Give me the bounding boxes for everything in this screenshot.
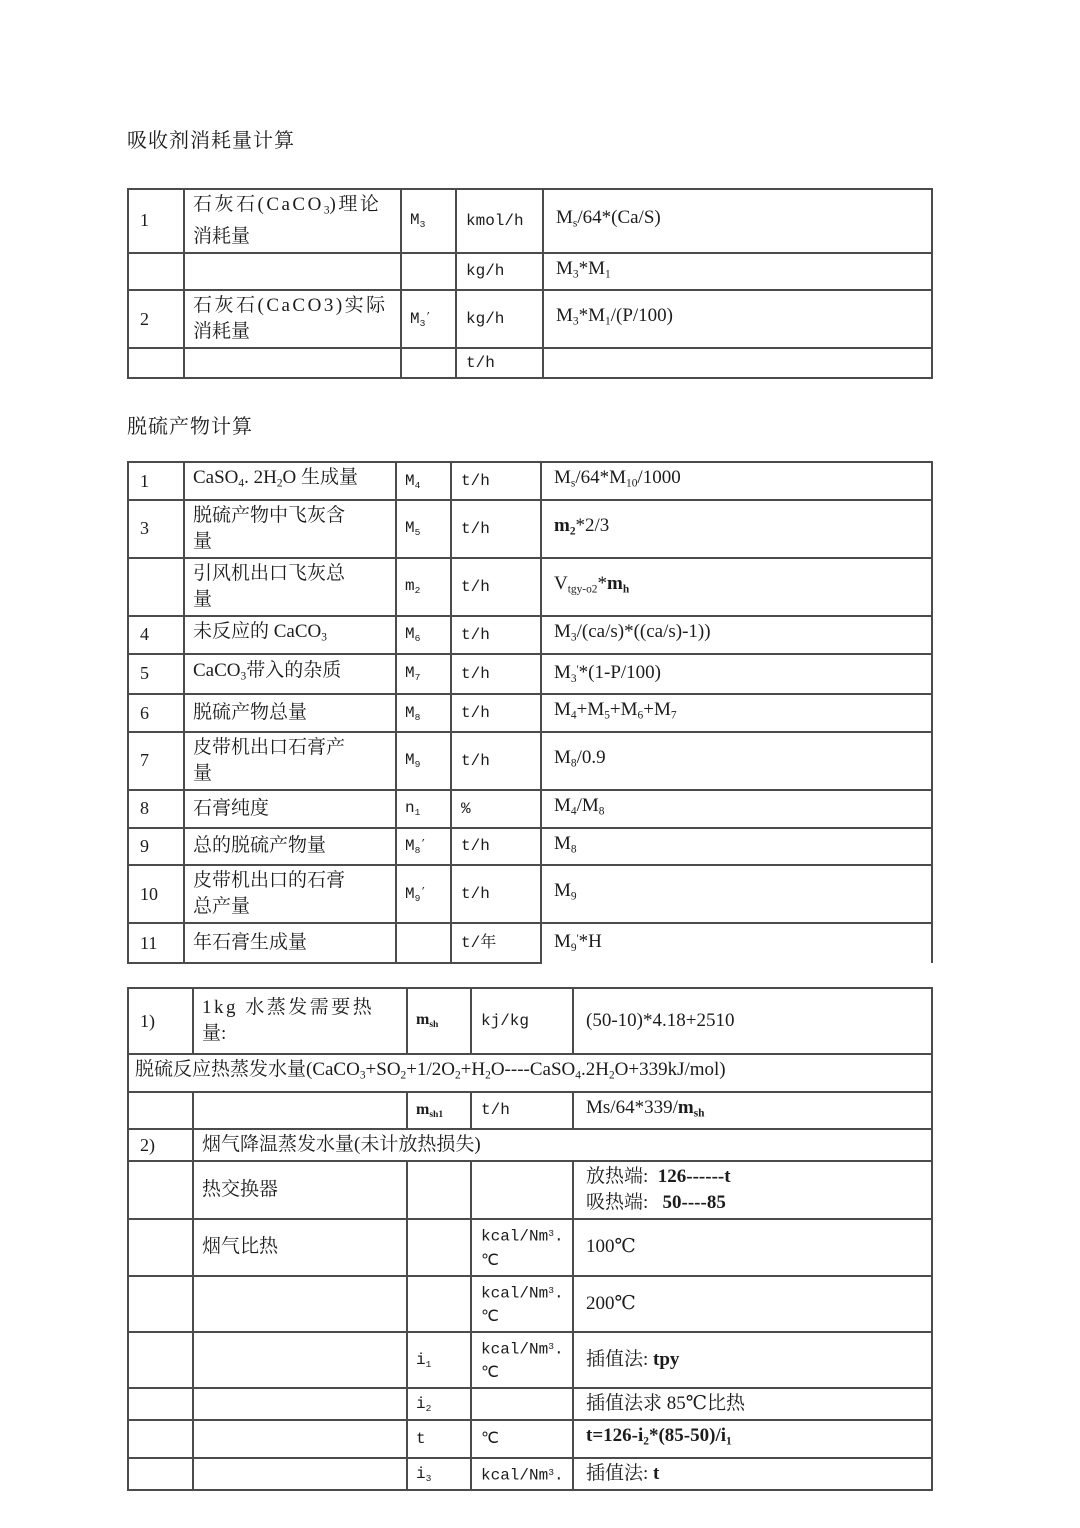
row-number-cell: 4 [128, 616, 184, 654]
table-row [128, 616, 932, 654]
table-row [128, 988, 932, 1054]
unit-cell: t/h [451, 558, 541, 616]
formula-cell: M9 [541, 865, 932, 923]
symbol-cell: M9 [396, 732, 451, 790]
formula-cell: t=126-i2*(85-50)/i1 [573, 1420, 932, 1458]
item-name-cell: 皮带机出口石膏产 量 [184, 732, 396, 790]
item-name-cell: 石灰石(CaCO3)理论 消耗量 [184, 189, 401, 253]
row-number-cell [128, 1458, 193, 1490]
item-name-cell: 脱硫产物中飞灰含 量 [184, 500, 396, 558]
table-row [128, 253, 932, 291]
symbol-cell: M9’ [396, 865, 451, 923]
span-cell: 脱硫反应热蒸发水量(CaCO3+SO2+1/2O2+H2O----CaSO4.2H2O+339kJ/mol) [128, 1054, 932, 1092]
table-row [128, 1332, 932, 1388]
table-row [128, 1161, 932, 1219]
formula-cell: Ms/64*(Ca/S) [543, 189, 932, 253]
symbol-cell: msh1 [407, 1092, 471, 1130]
formula-cell: 插值法: tpy [573, 1332, 932, 1388]
unit-cell: t/h [451, 500, 541, 558]
symbol-cell [401, 348, 456, 378]
unit-cell: ℃ [471, 1420, 573, 1458]
symbol-cell: M3 [401, 189, 456, 253]
row-number-cell [128, 1276, 193, 1332]
row-number-cell: 2) [128, 1129, 193, 1161]
symbol-cell: M8’ [396, 828, 451, 866]
table-row [128, 1388, 932, 1420]
document-page [127, 130, 933, 1491]
row-number-cell: 8 [128, 790, 184, 828]
formula-cell: M8/0.9 [541, 732, 932, 790]
unit-cell [471, 1161, 573, 1219]
row-number-cell: 6 [128, 694, 184, 732]
symbol-cell: i3 [407, 1458, 471, 1490]
table-row [128, 1420, 932, 1458]
table-row [128, 1054, 932, 1092]
unit-cell: t/h [456, 348, 543, 378]
item-name-cell: 石膏纯度 [184, 790, 396, 828]
item-name-cell [193, 1276, 407, 1332]
table-row [128, 865, 932, 923]
formula-cell: M3/(ca/s)*((ca/s)-1)) [541, 616, 932, 654]
unit-cell: t/h [451, 865, 541, 923]
unit-cell: t/h [451, 462, 541, 500]
symbol-cell [407, 1276, 471, 1332]
table-row [128, 923, 932, 963]
row-number-cell: 3 [128, 500, 184, 558]
formula-cell: 插值法求 85℃比热 [573, 1388, 932, 1420]
item-name-cell [193, 1388, 407, 1420]
symbol-cell: M6 [396, 616, 451, 654]
item-name-cell [193, 1458, 407, 1490]
table-row [128, 732, 932, 790]
table-row [128, 290, 932, 348]
formula-cell: (50-10)*4.18+2510 [573, 988, 932, 1054]
unit-cell [471, 1388, 573, 1420]
symbol-cell: M8 [396, 694, 451, 732]
item-name-cell: 脱硫产物总量 [184, 694, 396, 732]
unit-cell: kcal/Nm$^3$. ℃ [471, 1332, 573, 1388]
unit-cell: kcal/Nm$^3$. ℃ [471, 1219, 573, 1275]
row-number-cell [128, 253, 184, 291]
row-number-cell: 10 [128, 865, 184, 923]
item-name-cell: 未反应的 CaCO3 [184, 616, 396, 654]
row-number-cell: 2 [128, 290, 184, 348]
item-name-cell [193, 1332, 407, 1388]
item-name-cell [193, 1420, 407, 1458]
unit-cell: t/h [451, 616, 541, 654]
unit-cell: % [451, 790, 541, 828]
table-row [128, 790, 932, 828]
table-row [128, 189, 932, 253]
unit-cell: kcal/Nm$^3$. ℃ [471, 1276, 573, 1332]
formula-cell: 100℃ [573, 1219, 932, 1275]
row-number-cell: 1 [128, 462, 184, 500]
table-row [128, 1458, 932, 1490]
table-row [128, 348, 932, 378]
symbol-cell: M4 [396, 462, 451, 500]
symbol-cell: M5 [396, 500, 451, 558]
table-row [128, 462, 932, 500]
formula-cell: M3*M1 [543, 253, 932, 291]
unit-cell: t/h [451, 732, 541, 790]
symbol-cell [407, 1219, 471, 1275]
symbol-cell: t [407, 1420, 471, 1458]
unit-cell: kcal/Nm$^3$. [471, 1458, 573, 1490]
item-name-cell: 总的脱硫产物量 [184, 828, 396, 866]
formula-cell: 放热端: 126------t 吸热端: 50----85 [573, 1161, 932, 1219]
item-name-cell: 烟气比热 [193, 1219, 407, 1275]
symbol-cell [401, 253, 456, 291]
item-name-cell: 引风机出口飞灰总 量 [184, 558, 396, 616]
row-number-cell: 1 [128, 189, 184, 253]
item-name-cell: CaSO4. 2H2O 生成量 [184, 462, 396, 500]
item-name-cell: 石灰石(CaCO3)实际 消耗量 [184, 290, 401, 348]
unit-cell: t/h [451, 828, 541, 866]
span-cell: 烟气降温蒸发水量(未计放热损失) [193, 1129, 932, 1161]
row-number-cell: 7 [128, 732, 184, 790]
desulfurization-products-table [127, 461, 933, 964]
table-row [128, 654, 932, 695]
row-number-cell [128, 1332, 193, 1388]
formula-cell: M4+M5+M6+M7 [541, 694, 932, 732]
formula-cell: M4/M8 [541, 790, 932, 828]
symbol-cell [407, 1161, 471, 1219]
row-number-cell [128, 1219, 193, 1275]
formula-cell: M8 [541, 828, 932, 866]
unit-cell: kg/h [456, 290, 543, 348]
unit-cell: t/h [471, 1092, 573, 1130]
unit-cell: t/h [451, 654, 541, 695]
formula-cell: Ms/64*339/msh [573, 1092, 932, 1130]
item-name-cell: CaCO3带入的杂质 [184, 654, 396, 695]
formula-cell: Vtgy-o2*mh [541, 558, 932, 616]
table-row [128, 828, 932, 866]
formula-cell: M9'*H [541, 923, 932, 963]
table-row [128, 500, 932, 558]
formula-cell: Ms/64*M10/1000 [541, 462, 932, 500]
item-name-cell [184, 253, 401, 291]
symbol-cell: msh [407, 988, 471, 1054]
symbol-cell: M7 [396, 654, 451, 695]
row-number-cell [128, 1388, 193, 1420]
formula-cell: m2*2/3 [541, 500, 932, 558]
table-row [128, 1092, 932, 1130]
symbol-cell: i2 [407, 1388, 471, 1420]
item-name-cell: 皮带机出口的石膏 总产量 [184, 865, 396, 923]
item-name-cell: 1kg 水蒸发需要热 量: [193, 988, 407, 1054]
formula-cell: 插值法: t [573, 1458, 932, 1490]
unit-cell: kmol/h [456, 189, 543, 253]
table-row [128, 558, 932, 616]
unit-cell: t/年 [451, 923, 541, 963]
row-number-cell [128, 1092, 193, 1130]
symbol-cell [396, 923, 451, 963]
section-title-absorbent: 吸收剂消耗量计算 [127, 130, 295, 152]
item-name-cell [193, 1092, 407, 1130]
table-row [128, 1219, 932, 1275]
row-number-cell: 11 [128, 923, 184, 963]
symbol-cell: m2 [396, 558, 451, 616]
table-row [128, 1129, 932, 1161]
symbol-cell: n1 [396, 790, 451, 828]
table-row [128, 1276, 932, 1332]
absorbent-consumption-table [127, 188, 933, 379]
formula-cell: 200℃ [573, 1276, 932, 1332]
unit-cell: t/h [451, 694, 541, 732]
row-number-cell [128, 1161, 193, 1219]
formula-cell [543, 348, 932, 378]
formula-cell: M3*M1/(P/100) [543, 290, 932, 348]
row-number-cell: 9 [128, 828, 184, 866]
row-number-cell: 5 [128, 654, 184, 695]
unit-cell: kg/h [456, 253, 543, 291]
symbol-cell: i1 [407, 1332, 471, 1388]
section-title-products: 脱硫产物计算 [127, 416, 253, 439]
table-row [128, 694, 932, 732]
item-name-cell: 热交换器 [193, 1161, 407, 1219]
formula-cell: M3'*(1-P/100) [541, 654, 932, 695]
item-name-cell: 年石膏生成量 [184, 923, 396, 963]
symbol-cell: M3’ [401, 290, 456, 348]
row-number-cell: 1) [128, 988, 193, 1054]
heat-evaporation-table [127, 987, 933, 1491]
unit-cell: kj/kg [471, 988, 573, 1054]
row-number-cell [128, 558, 184, 616]
row-number-cell [128, 1420, 193, 1458]
row-number-cell [128, 348, 184, 378]
item-name-cell [184, 348, 401, 378]
